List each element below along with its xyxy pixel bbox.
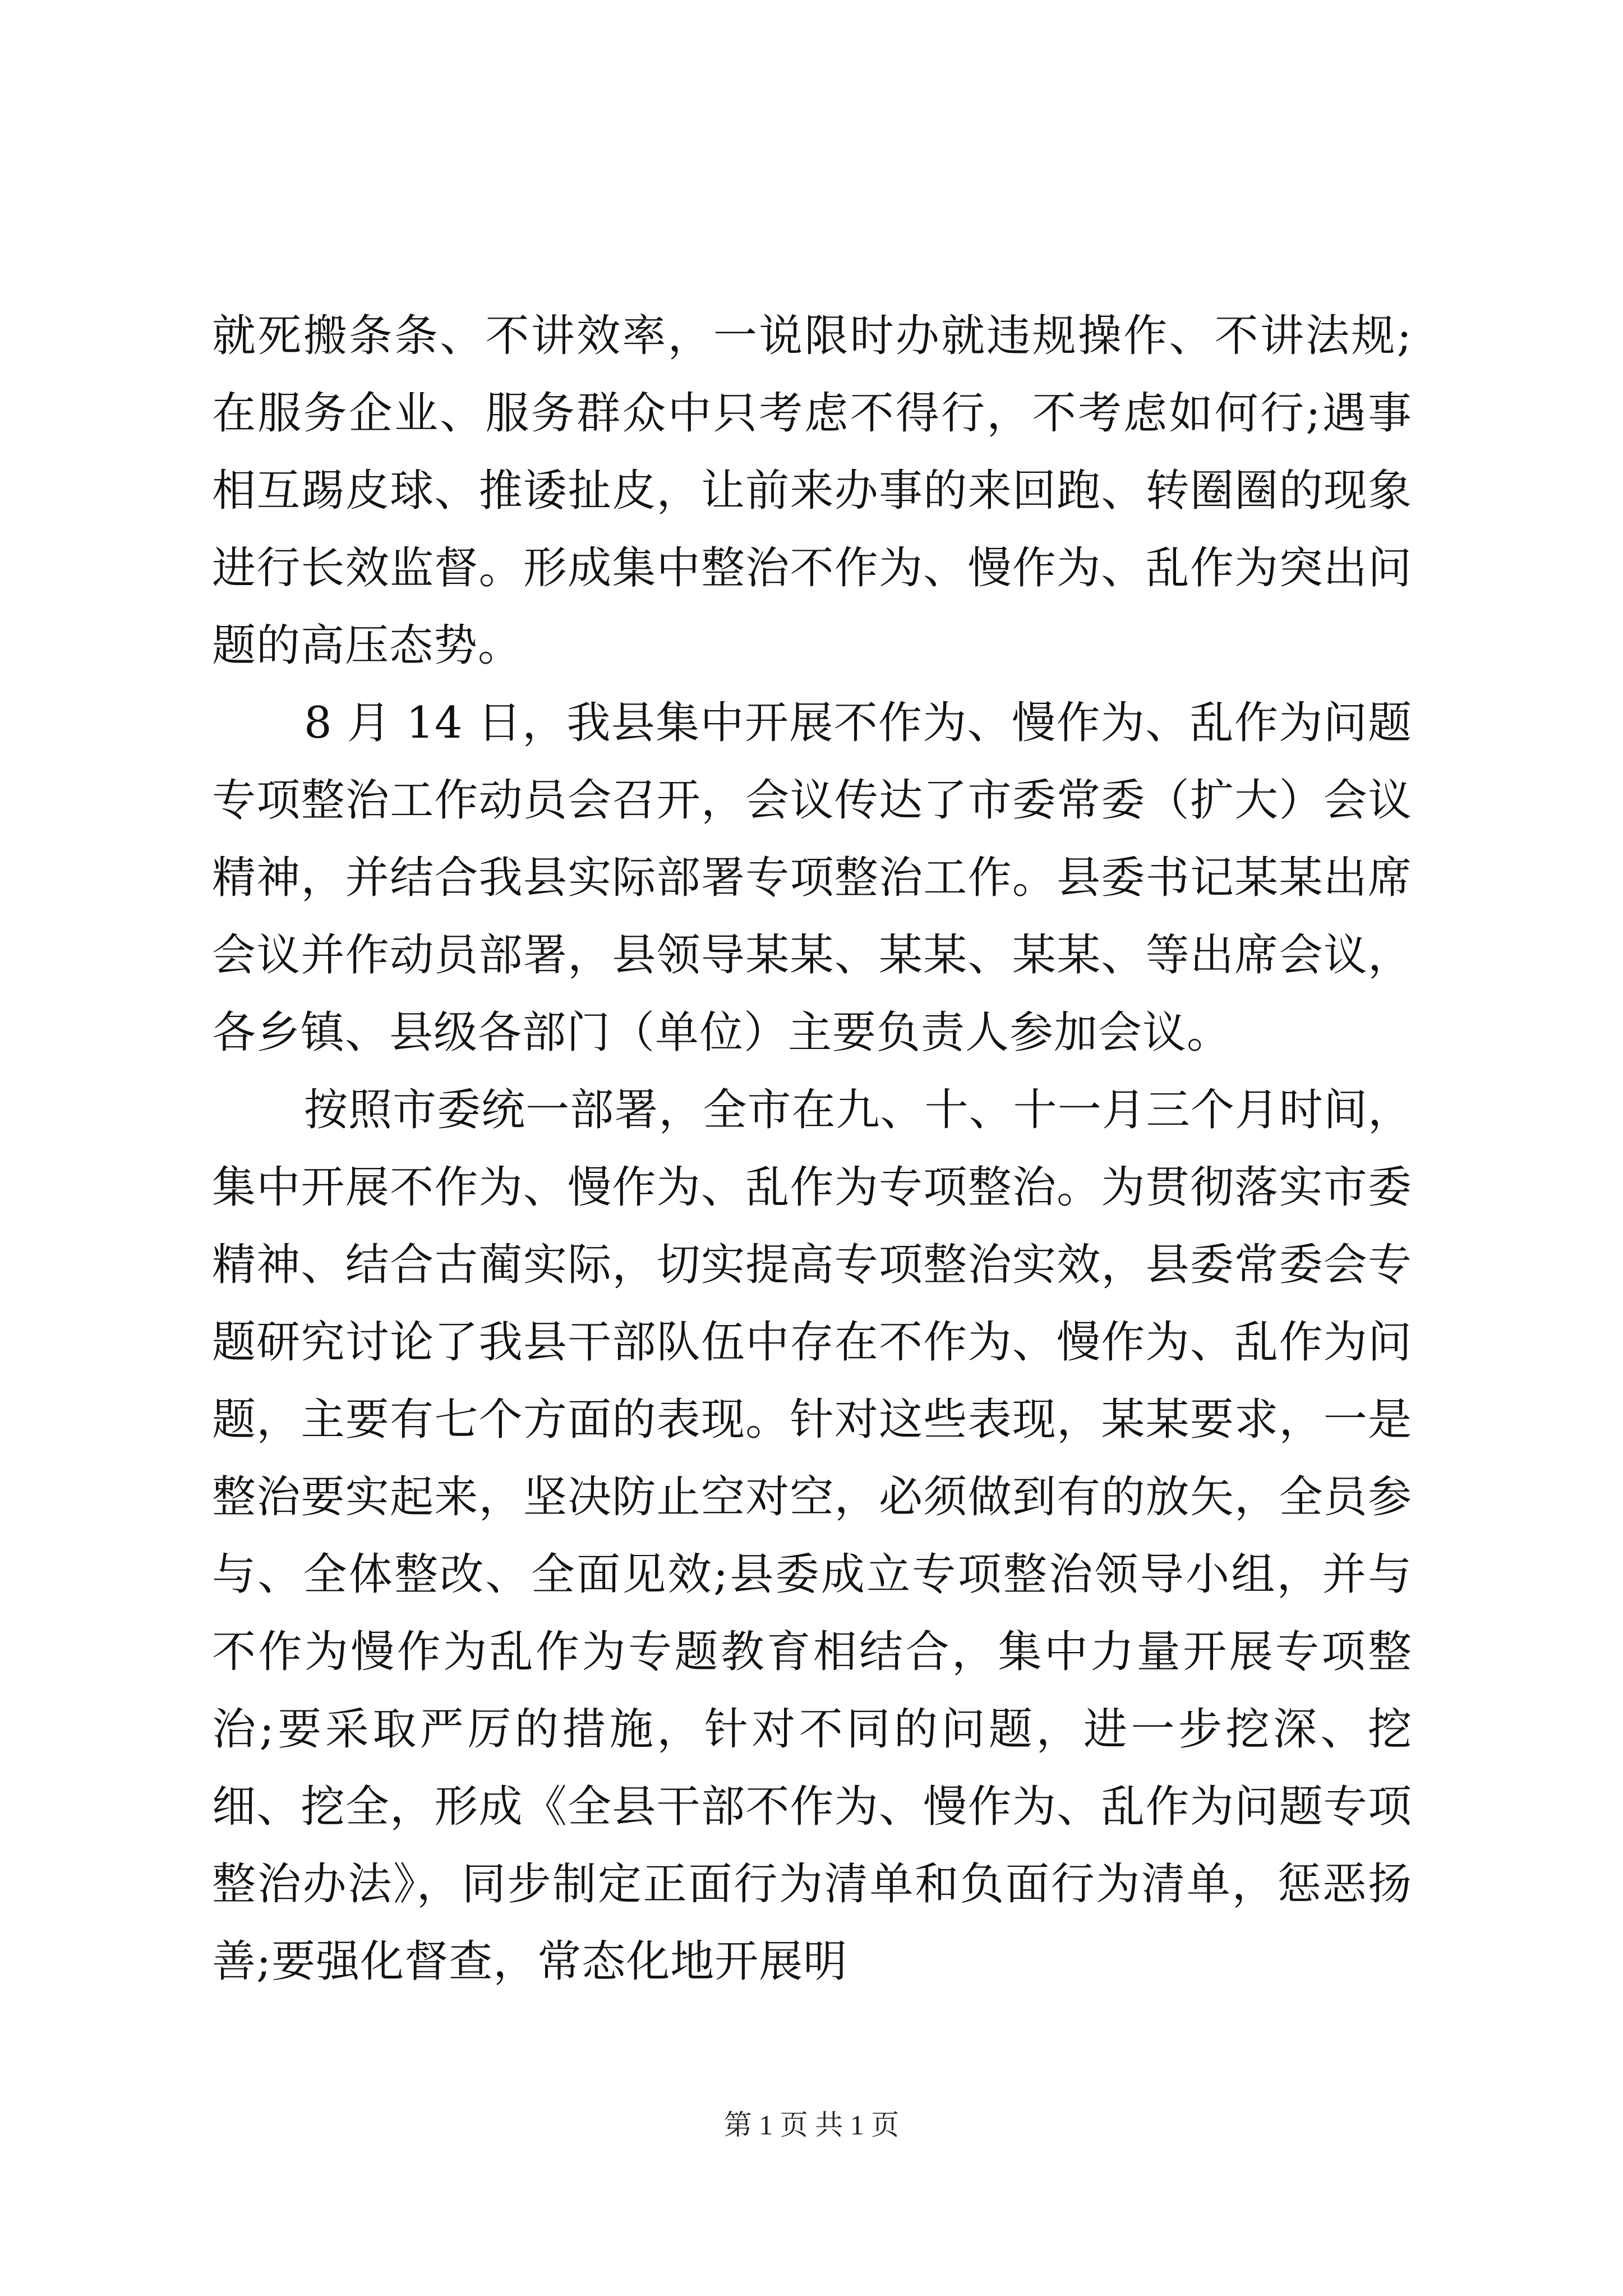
document-body [212,297,1412,2000]
paragraph-2: 8 月 14 日，我县集中开展不作为、慢作为、乱作为问题专项整治工作动员会召开，会议传达了市委常委（扩大）会议精神，并结合我县实际部署专项整治工作。县委书记某某出席会议并作动员部署，县领导某某、某某、某某、等出席会议，各乡镇、县级各部门（单位）主要负责人参加会议。 [212,698,1412,1058]
paragraph-1: 就死搬条条、不讲效率，一说限时办就违规操作、不讲法规;在服务企业、服务群众中只考虑不得行，不考虑如何行;遇事相互踢皮球、推诿扯皮，让前来办事的来回跑、转圈圈的现象进行长效监督。形成集中整治不作为、慢作为、乱作为突出问题的高压态势。 [212,311,1412,671]
paragraph-3: 按照市委统一部署，全市在九、十、十一月三个月时间，集中开展不作为、慢作为、乱作为专项整治。为贯彻落实市委精神、结合古蔺实际，切实提高专项整治实效，县委常委会专题研究讨论了我县干部队伍中存在不作为、慢作为、乱作为问题，主要有七个方面的表现。针对这些表现，某某要求，一是整治要实起来，坚决防止空对空，必须做到有的放矢，全员参与、全体整改、全面见效;县委成立专项整治领导小组，并与不作为慢作为乱作为专题教育相结合，集中力量开展专项整治;要采取严厉的措施，针对不同的问题，进一步挖深、挖细、挖全，形成《全县干部不作为、慢作为、乱作为问题专项整治办法》，同步制定正面行为清单和负面行为清单，惩恶扬善;要强化督查，常态化地开展明 [212,1085,1412,1987]
page-number-footer: 第 1 页 共 1 页 [723,2109,900,2141]
